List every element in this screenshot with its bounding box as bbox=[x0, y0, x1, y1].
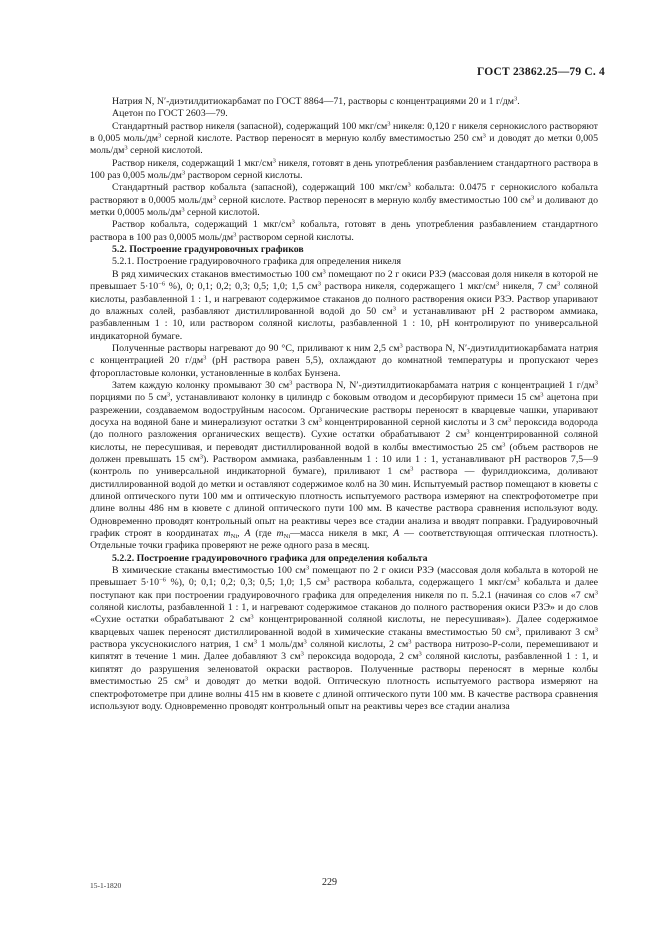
paragraph: Стандартный раствор никеля (запасной), содержащий 100 мкг/$см^3$ никеля: 0,120 г никеля сернокислого растворяют в 0,005 моль/$дм^3$ серной кислоте. Раствор переносят в мерную колбу вместимостью 250 $см^3$ и доводят до метки 0,005 моль/$дм^3$ серной кислотой. bbox=[90, 120, 599, 157]
paragraph: Полученные растворы нагревают до 90 °С, приливают к ним 2,5 $см^3$ раствора N, N′-диэтилдитиокарбамата натрия с концентрацией 20 $г/дм^3$ (pH раствора равен 5,5), охлаждают до комнатной температуры и пропускают через фторопластовые колонки, установленные в колбах Бунзена. bbox=[90, 342, 598, 379]
paragraph: Натрия N, N′-диэтилдитиокарбамат по ГОСТ 8864—71, растворы с концентрациями 20 и 1 $г/дм^3$. bbox=[112, 95, 520, 107]
section-heading: 5.2.2. Построение градуировочного графика для определения кобальта bbox=[112, 552, 428, 564]
paragraph: В ряд химических стаканов вместимостью 100 $см^3$ помещают по 2 г окиси РЗЭ (массовая доля никеля в которой не превышает $5\cdot 10^{-6}$ %), 0; 0,1; 0,2; 0,3; 0,5; 1,0; 1,5 $см^3$ раствора никеля, содержащего 1 мкг/$см^3$ никеля, 7 $см^3$ соляной кислоты, разбавленной 1 : 1, и нагревают содержимое стаканов до полного растворения окиси РЗЭ. Раствор упаривают до влажных солей, разбавляют дистиллированной водой до 50 $см^3$ и устанавливают pH 2 раствором аммиака, разбавленным 1 : 10, или раствором соляной кислоты, разбавленной 1 : 10, pH контролируют по универсальной индикаторной бумаге. bbox=[90, 268, 598, 342]
paragraph: Раствор кобальта, содержащий 1 мкг/$см^3$ кобальта, готовят в день употребления разбавлением стандартного раствора в 100 раз 0,0005 моль/$дм^3$ раствором серной кислоты. bbox=[90, 218, 598, 243]
page-header: ГОСТ 23862.25—79 С. 4 bbox=[477, 66, 605, 78]
page-number: 229 bbox=[322, 877, 337, 888]
paragraph: Затем каждую колонку промывают 30 $см^3$ раствора N, N′-диэтилдитиокарбамата натрия с концентрацией 1 $г/дм^3$ порциями по 5 $см^3$, устанавливают колонку в цилиндр с боковым отводом и десорбируют примеси 15 $см^3$ ацетона при разрежении, создаваемом водоструйным насосом. Органические растворы переносят в кварцевые чашки, упаривают досуха на водяной бане и минерализуют остатки 3 $см^3$ концентрированной серной кислоты и 3 $см^3$ пероксида водорода (до полного разложения органических веществ). Сухие остатки обрабатывают 2 $см^3$ концентрированной соляной кислоты, не пересушивая, и переводят дистиллированной водой в колбы вместимостью 25 $см^3$ (объем растворов не должен превышать 15 $см^3$). Раствором аммиака, разбавленным 1 : 10 или 1 : 1, устанавливают pH растворов 7,5—9 (контроль по универсальной индикаторной бумаге), приливают 1 $см^3$ раствора — фурилдиоксима, доливают дистиллированной водой до метки и оставляют содержимое колб на 30 мин. Испытуемый раствор помещают в кюветы с длиной оптического пути 100 мм и оптическую плотность испытуемого раствора измеряют на спектрофотометре при длине волны 486 нм в кювете с длиной оптического пути 100 мм. В качестве раствора сравнения используют воду. Одновременно проводят контрольный опыт на реактивы через все стадии анализа и вводят поправки. Градуировочный график строят в координатах $m_{Ni}$, A (где $m_{Ni}—масса$ никеля в мкг, A — соответствующая оптическая плотность). Отдельные точки графика проверяют не реже одного раза в месяц. bbox=[90, 379, 599, 552]
paragraph: В химические стаканы вместимостью 100 $см^3$ помещают по 2 г окиси РЗЭ (массовая доля кобальта в которой не превышает $5\cdot 10^{-6}$ %), 0; 0,1; 0,2; 0,3; 0,5; 1,0; 1,5 $см^3$ раствора кобальта, содержащего 1 мкг/$см^3$ кобальта и далее поступают как при построении градуировочного графика для определения никеля по п. 5.2.1 (начиная со слов «7 $см^3$ соляной кислоты, разбавленной 1 : 1, и нагревают содержимое стаканов до полного растворения окиси РЗЭ» и до слов «Сухие остатки обрабатывают 2 $см^3$ концентрированной соляной кислоты, не пересушивая»). Далее содержимое кварцевых чашек переносят дистиллированной водой в химические стаканы вместимостью 50 $см^3$, приливают 3 $см^3$ раствора уксуснокислого натрия, 1 $см^3$ 1 моль/$дм^3$ соляной кислоты, 2 $см^3$ раствора нитрозо-Р-соли, перемешивают и кипятят в течение 1 мин. Далее добавляют 3 $см^3$ пероксида водорода, 2 $см^3$ соляной кислоты, разбавленной 1 : 1, и кипятят до разрушения зеленоватой окраски растворов. Полученные растворы переносят в мерные колбы вместимостью 25 $см^3$ и доводят до метки водой. Оптическую плотность испытуемого раствора измеряют на спектрофотометре при длине волны 415 нм в кювете с длиной оптического пути 100 мм. В качестве раствора сравнения используют воду. Одновременно проводят контрольный опыт на реактивы через все стадии анализа bbox=[90, 564, 598, 712]
paragraph: Раствор никеля, содержащий 1 мкг/$см^3$ никеля, готовят в день употребления разбавлением стандартного раствора в 100 раз 0,005 моль/$дм^3$ раствором серной кислоты. bbox=[90, 157, 598, 182]
paragraph: Ацетон по ГОСТ 2603—79. bbox=[112, 108, 228, 120]
document-body bbox=[90, 96, 598, 713]
paragraph: Стандартный раствор кобальта (запасной), содержащий 100 мкг/$см^3$ кобальта: 0.0475 г сернокислого кобальта растворяют в 0,0005 моль/$дм^3$ серной кислоте. Раствор переносят в мерную колбу вместимостью 100 $см^3$ и доливают до метки 0,0005 моль/$дм^3$ серной кислотой. bbox=[90, 181, 598, 219]
section-heading: 5.2. Построение градуировочных графиков bbox=[112, 244, 304, 256]
paragraph: 5.2.1. Построение градуировочного графика для определения никеля bbox=[112, 256, 402, 268]
print-code: 15-1-1820 bbox=[90, 881, 122, 890]
